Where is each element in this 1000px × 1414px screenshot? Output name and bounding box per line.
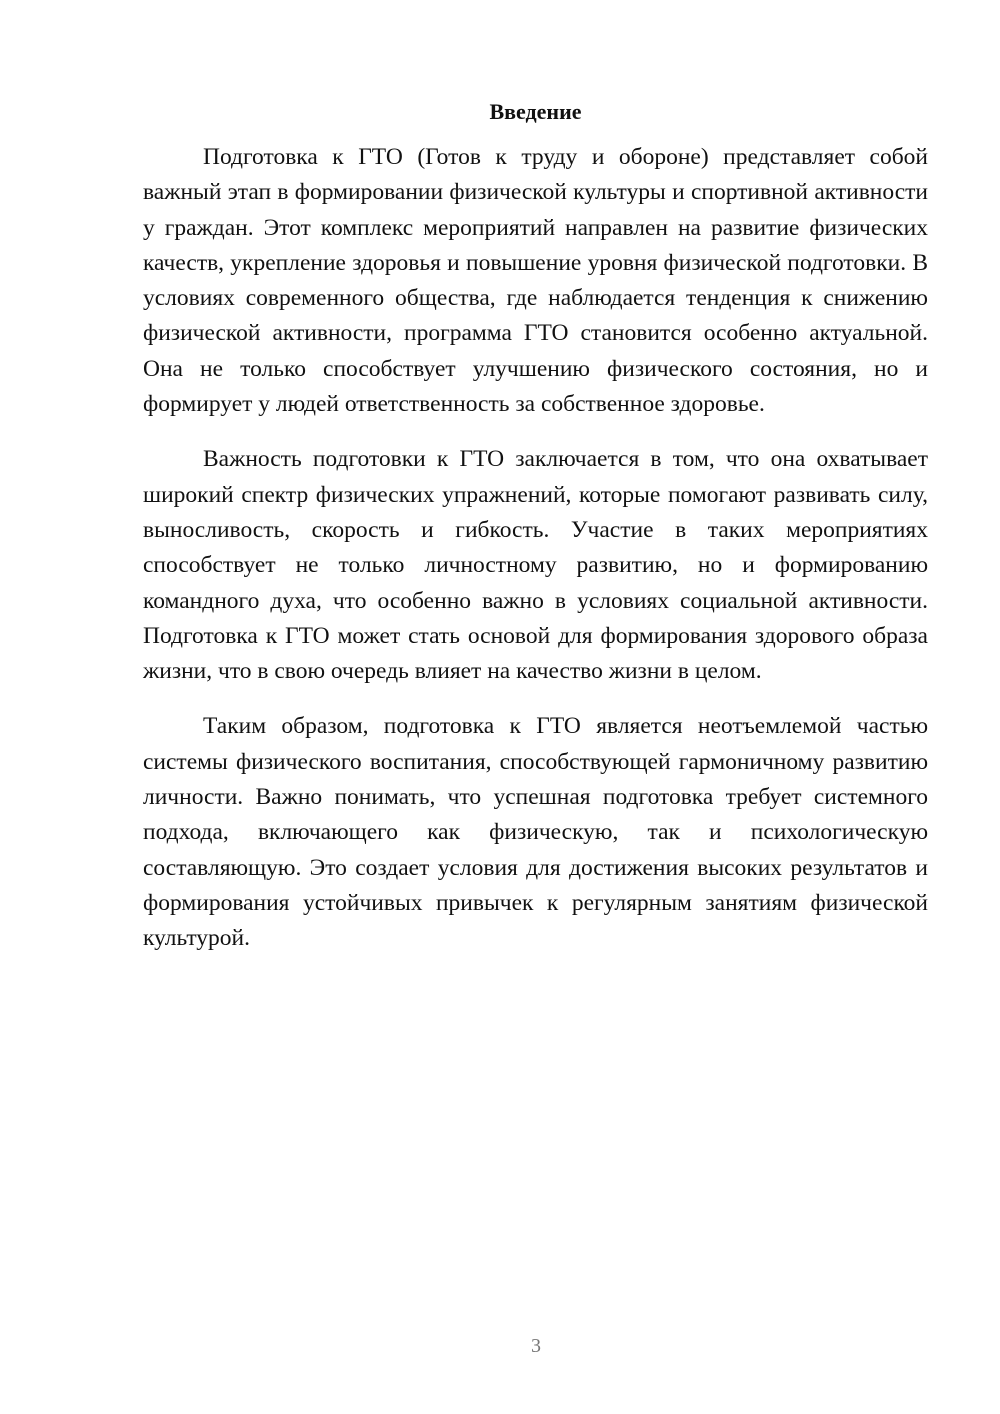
paragraph-3: Таким образом, подготовка к ГТО является неотъемлемой частью системы физического воспитания, способствующей гармоничному развитию личности. Важно понимать, что успешная подготовка требует системного подхода, включающего как физическую, так и психологическую составляющую. Это создает условия для достижения высоких результатов и формирования устойчивых привычек к регулярным занятиям физической культурой.: [143, 713, 928, 952]
paragraph-2: Важность подготовки к ГТО заключается в том, что она охватывает широкий спектр физических упражнений, которые помогают развивать силу, выносливость, скорость и гибкость. Участие в таких мероприятиях способствует не только личностному развитию, но и формированию командного духа, что особенно важно в условиях социальной активности. Подготовка к ГТО может стать основой для формирования здорового образа жизни, что в свою очередь влияет на качество жизни в целом.: [143, 446, 928, 685]
paragraph-1: Подготовка к ГТО (Готов к труду и обороне) представляет собой важный этап в формировании физической культуры и спортивной активности у граждан. Этот комплекс мероприятий направлен на развитие физических качеств, укрепление здоровья и повышение уровня физической подготовки. В условиях современного общества, где наблюдается тенденция к снижению физической активности, программа ГТО становится особенно актуальной. Она не только способствует улучшению физического состояния, но и формирует у людей ответственность за собственное здоровье.: [143, 144, 928, 418]
page-number: 3: [531, 1335, 541, 1357]
page-title: Введение: [489, 99, 582, 124]
document-body: [143, 140, 928, 977]
